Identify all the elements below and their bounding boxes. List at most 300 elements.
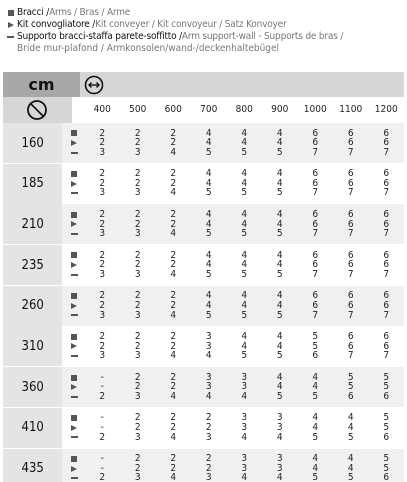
quantity-value: 6 <box>383 290 390 302</box>
quantity-value: 2 <box>205 462 212 474</box>
quantity-value: 6 <box>347 249 354 261</box>
quantity-value: 6 <box>347 340 354 352</box>
quantity-value: 5 <box>276 390 283 402</box>
quantity-value: 4 <box>170 187 177 199</box>
quantity-value: 4 <box>241 249 248 261</box>
row-symbols <box>62 164 84 204</box>
row-symbols <box>62 326 84 366</box>
quantity-value: 2 <box>99 177 106 189</box>
quantity-value: 6 <box>383 127 390 139</box>
row-symbols <box>62 123 84 163</box>
quantity-value: 4 <box>205 299 212 311</box>
quantity-value: 4 <box>276 331 283 343</box>
quantity-value: 5 <box>241 309 248 321</box>
quantity-value: 2 <box>99 340 106 352</box>
value-cell <box>120 245 156 285</box>
square-icon <box>71 291 77 301</box>
value-cell <box>120 408 156 448</box>
quantity-value: 5 <box>312 472 319 482</box>
table-row <box>3 449 404 482</box>
value-cell <box>227 245 263 285</box>
quantity-value: 3 <box>205 331 212 343</box>
quantity-value: 5 <box>383 381 390 393</box>
value-cell <box>369 245 405 285</box>
quantity-value: 4 <box>241 177 248 189</box>
quantity-value: 2 <box>99 331 106 343</box>
quantity-value: 6 <box>347 177 354 189</box>
value-cell <box>369 367 405 407</box>
row-values <box>85 164 405 204</box>
header-fill <box>108 72 404 97</box>
quantity-value: 3 <box>134 431 141 443</box>
square-icon <box>4 7 17 19</box>
quantity-value: 4 <box>347 422 354 434</box>
width-header: 700 <box>200 104 218 115</box>
quantity-value: 3 <box>134 146 141 158</box>
quantity-value: 2 <box>134 331 141 343</box>
quantity-value: 4 <box>276 249 283 261</box>
value-cell <box>262 164 298 204</box>
row-values <box>85 449 405 482</box>
quantity-value: 4 <box>276 299 283 311</box>
quantity-value: 4 <box>276 259 283 271</box>
value-cell <box>156 408 192 448</box>
quantity-value: 7 <box>312 228 319 240</box>
quantity-value: 6 <box>383 177 390 189</box>
quantity-value: 6 <box>383 208 390 220</box>
quantity-value: 6 <box>347 127 354 139</box>
width-header: 400 <box>93 104 111 115</box>
quantity-value: 6 <box>383 472 390 482</box>
quantity-value: 6 <box>383 168 390 180</box>
value-cell <box>298 123 334 163</box>
length-cell: 235 <box>3 245 62 285</box>
quantity-value: 5 <box>312 331 319 343</box>
length-cell: 185 <box>3 164 62 204</box>
quantity-value: 2 <box>170 218 177 230</box>
square-icon <box>71 129 77 139</box>
value-cell <box>333 449 369 482</box>
quantity-value: 4 <box>170 431 177 443</box>
dash-icon <box>71 270 78 280</box>
quantity-value: 3 <box>99 187 106 199</box>
width-header: 800 <box>235 104 253 115</box>
quantity-value: 2 <box>134 168 141 180</box>
value-cell <box>156 367 192 407</box>
quantity-value: 3 <box>241 453 248 465</box>
quantity-value: 5 <box>347 381 354 393</box>
width-header: 900 <box>271 104 289 115</box>
square-icon <box>71 169 77 179</box>
quantity-value: 6 <box>383 390 390 402</box>
row-symbols <box>62 367 84 407</box>
quantity-value: 7 <box>383 309 390 321</box>
table-row <box>3 286 404 326</box>
quantity-value: 5 <box>347 472 354 482</box>
value-cell <box>369 164 405 204</box>
value-cell <box>191 286 227 326</box>
square-icon <box>71 251 77 261</box>
quantity-value: 4 <box>276 177 283 189</box>
row-values <box>85 286 405 326</box>
quantity-value: 7 <box>347 309 354 321</box>
value-cell <box>262 367 298 407</box>
value-cell <box>369 449 405 482</box>
quantity-value: 6 <box>312 259 319 271</box>
quantity-value: 2 <box>134 453 141 465</box>
quantity-value: 6 <box>383 431 390 443</box>
legend-support-translations: Arm support-wall - Supports de bras / <box>181 31 344 42</box>
quantity-value: 4 <box>170 309 177 321</box>
quantity-value: 2 <box>170 340 177 352</box>
length-cell: 260 <box>3 286 62 326</box>
quantity-value: 4 <box>170 390 177 402</box>
triangle-icon <box>71 301 77 311</box>
quantity-value: 3 <box>205 431 212 443</box>
quantity-value: 4 <box>276 208 283 220</box>
quantity-value: 2 <box>99 290 106 302</box>
quantity-value: 4 <box>205 218 212 230</box>
quantity-value: 6 <box>347 331 354 343</box>
quantity-value: 7 <box>312 146 319 158</box>
value-cell <box>227 123 263 163</box>
quantity-value: 4 <box>205 137 212 149</box>
dash-icon <box>71 433 78 443</box>
square-icon <box>71 332 77 342</box>
quantity-value: 3 <box>134 187 141 199</box>
quantity-value: 2 <box>134 422 141 434</box>
table-row <box>3 204 404 244</box>
quantity-value: 4 <box>241 259 248 271</box>
row-symbols <box>62 449 84 482</box>
value-cell <box>369 123 405 163</box>
value-cell <box>333 367 369 407</box>
value-cell <box>333 408 369 448</box>
quantity-value: 4 <box>347 453 354 465</box>
quantity-value: 6 <box>312 127 319 139</box>
table-row <box>3 245 404 285</box>
quantity-value: 2 <box>205 422 212 434</box>
quantity-value: 7 <box>312 309 319 321</box>
legend-support-continuation: Bride mur-plafond / Armkonsolen/wand-/deckenhaltebügel <box>17 43 280 54</box>
quantity-value: 2 <box>170 290 177 302</box>
value-cell <box>191 408 227 448</box>
value-cell <box>156 245 192 285</box>
length-cell: 160 <box>3 123 62 163</box>
dash-icon <box>71 351 78 361</box>
quantity-value: - <box>100 422 104 434</box>
value-cell <box>227 449 263 482</box>
quantity-value: 4 <box>205 208 212 220</box>
quantity-value: 4 <box>205 350 212 362</box>
value-cell <box>262 204 298 244</box>
quantity-value: 3 <box>134 268 141 280</box>
dash-icon <box>71 311 78 321</box>
length-cell: 410 <box>3 408 62 448</box>
quantity-value: 4 <box>276 472 283 482</box>
value-cell <box>191 326 227 366</box>
quantity-value: 3 <box>276 462 283 474</box>
quantity-table <box>3 72 404 482</box>
quantity-value: 4 <box>276 381 283 393</box>
quantity-value: 7 <box>347 228 354 240</box>
quantity-value: 6 <box>312 208 319 220</box>
quantity-value: 6 <box>383 249 390 261</box>
quantity-value: 4 <box>312 462 319 474</box>
value-cell <box>85 326 121 366</box>
value-cell <box>369 408 405 448</box>
quantity-value: 4 <box>170 472 177 482</box>
value-cell <box>156 286 192 326</box>
triangle-icon <box>71 138 77 148</box>
value-cell <box>85 367 121 407</box>
quantity-value: 2 <box>134 177 141 189</box>
quantity-value: 2 <box>99 208 106 220</box>
length-cell: 210 <box>3 204 62 244</box>
legend-support-label: Supporto bracci-staffa parete-soffitto / <box>17 31 182 42</box>
quantity-value: 5 <box>383 453 390 465</box>
quantity-value: 6 <box>312 290 319 302</box>
quantity-value: 2 <box>170 127 177 139</box>
value-cell <box>262 123 298 163</box>
quantity-value: 4 <box>170 268 177 280</box>
quantity-value: - <box>100 453 104 465</box>
quantity-value: 4 <box>170 228 177 240</box>
table-row <box>3 164 404 204</box>
quantity-value: 4 <box>205 390 212 402</box>
quantity-value: 2 <box>170 259 177 271</box>
quantity-value: 6 <box>312 168 319 180</box>
quantity-value: - <box>100 462 104 474</box>
quantity-value: 2 <box>134 208 141 220</box>
quantity-value: 4 <box>312 412 319 424</box>
quantity-value: 4 <box>241 331 248 343</box>
quantity-value: 5 <box>312 340 319 352</box>
row-symbols <box>62 204 84 244</box>
quantity-value: 3 <box>241 381 248 393</box>
quantity-value: 2 <box>134 462 141 474</box>
value-cell <box>120 204 156 244</box>
table-header-widths <box>3 97 404 123</box>
legend-arms-label: Bracci / <box>17 7 50 18</box>
legend-kit-translations: Kit conveyer / Kit convoyeur / Satz Konvoyer <box>95 19 287 30</box>
width-header: 500 <box>129 104 147 115</box>
quantity-value: 2 <box>134 127 141 139</box>
quantity-value: 2 <box>99 127 106 139</box>
legend <box>4 7 343 55</box>
quantity-value: 2 <box>99 299 106 311</box>
value-cell <box>85 449 121 482</box>
quantity-value: - <box>100 381 104 393</box>
quantity-value: 2 <box>134 290 141 302</box>
quantity-value: 5 <box>347 431 354 443</box>
dash-icon <box>71 188 78 198</box>
value-cell <box>369 326 405 366</box>
square-icon <box>71 373 77 383</box>
quantity-value: 3 <box>134 472 141 482</box>
value-cell <box>262 408 298 448</box>
quantity-value: 4 <box>276 371 283 383</box>
quantity-value: 4 <box>241 137 248 149</box>
quantity-value: 4 <box>276 340 283 352</box>
dash-icon <box>4 31 17 43</box>
quantity-value: 2 <box>99 390 106 402</box>
value-cell <box>262 245 298 285</box>
quantity-value: 4 <box>347 462 354 474</box>
value-cell <box>227 204 263 244</box>
quantity-value: 5 <box>276 350 283 362</box>
quantity-value: 4 <box>276 137 283 149</box>
quantity-value: 4 <box>205 177 212 189</box>
quantity-value: 4 <box>241 218 248 230</box>
quantity-value: 7 <box>312 268 319 280</box>
quantity-value: 5 <box>383 412 390 424</box>
value-cell <box>191 449 227 482</box>
value-cell <box>85 123 121 163</box>
row-values <box>85 204 405 244</box>
quantity-value: 6 <box>312 137 319 149</box>
quantity-value: 6 <box>383 137 390 149</box>
quantity-value: 5 <box>276 268 283 280</box>
value-cell <box>85 245 121 285</box>
quantity-value: 5 <box>205 146 212 158</box>
quantity-value: - <box>100 412 104 424</box>
quantity-value: 2 <box>205 453 212 465</box>
value-cell <box>369 204 405 244</box>
value-cell <box>227 408 263 448</box>
table-row <box>3 326 404 366</box>
triangle-icon <box>71 260 77 270</box>
value-cell <box>227 164 263 204</box>
value-cell <box>191 367 227 407</box>
table-body <box>3 123 404 482</box>
value-cell <box>191 164 227 204</box>
quantity-value: 2 <box>134 137 141 149</box>
quantity-value: 4 <box>276 127 283 139</box>
quantity-value: 4 <box>276 218 283 230</box>
quantity-value: 2 <box>134 249 141 261</box>
quantity-value: 5 <box>276 228 283 240</box>
value-cell <box>120 123 156 163</box>
quantity-value: 2 <box>170 412 177 424</box>
quantity-value: 4 <box>312 453 319 465</box>
quantity-value: 5 <box>276 146 283 158</box>
value-cell <box>262 286 298 326</box>
quantity-value: 4 <box>241 431 248 443</box>
quantity-value: 2 <box>170 249 177 261</box>
value-cell <box>120 164 156 204</box>
quantity-value: 4 <box>205 168 212 180</box>
value-cell <box>298 449 334 482</box>
quantity-value: 6 <box>347 168 354 180</box>
quantity-value: 2 <box>99 431 106 443</box>
quantity-value: 2 <box>134 299 141 311</box>
diameter-icon <box>3 97 72 123</box>
value-cell <box>227 326 263 366</box>
quantity-value: 4 <box>170 146 177 158</box>
row-values <box>85 326 405 366</box>
quantity-value: 2 <box>99 249 106 261</box>
quantity-value: 6 <box>383 331 390 343</box>
square-icon <box>71 454 77 464</box>
quantity-value: 4 <box>312 422 319 434</box>
quantity-value: 4 <box>170 350 177 362</box>
quantity-value: 2 <box>99 259 106 271</box>
value-cell <box>156 123 192 163</box>
quantity-value: 3 <box>99 146 106 158</box>
quantity-value: 5 <box>383 422 390 434</box>
value-cell <box>120 286 156 326</box>
quantity-value: 3 <box>205 371 212 383</box>
quantity-value: 2 <box>205 412 212 424</box>
quantity-value: 4 <box>276 290 283 302</box>
quantity-value: 2 <box>170 168 177 180</box>
value-cell <box>156 449 192 482</box>
width-header: 1200 <box>374 104 398 115</box>
value-cell <box>85 286 121 326</box>
quantity-value: 2 <box>170 371 177 383</box>
value-cell <box>333 326 369 366</box>
quantity-value: 4 <box>241 299 248 311</box>
value-cell <box>333 123 369 163</box>
row-values <box>85 367 405 407</box>
quantity-value: 6 <box>347 259 354 271</box>
quantity-value: 4 <box>276 168 283 180</box>
quantity-value: 3 <box>134 309 141 321</box>
quantity-value: 7 <box>312 187 319 199</box>
value-cell <box>298 326 334 366</box>
dash-icon <box>71 473 78 482</box>
legend-kit-label: Kit convogliatore / <box>17 19 96 30</box>
quantity-value: 2 <box>99 218 106 230</box>
quantity-value: 3 <box>134 228 141 240</box>
value-cell <box>333 204 369 244</box>
quantity-value: 3 <box>241 371 248 383</box>
quantity-value: 4 <box>241 390 248 402</box>
value-cell <box>191 123 227 163</box>
quantity-value: 5 <box>205 187 212 199</box>
length-cell: 435 <box>3 449 62 482</box>
row-symbols <box>62 408 84 448</box>
quantity-value: 4 <box>205 249 212 261</box>
quantity-value: 5 <box>205 228 212 240</box>
value-cell <box>298 204 334 244</box>
quantity-value: 3 <box>99 309 106 321</box>
quantity-value: 7 <box>383 228 390 240</box>
quantity-value: 6 <box>347 299 354 311</box>
quantity-value: 4 <box>241 208 248 220</box>
quantity-value: 2 <box>170 462 177 474</box>
quantity-value: 2 <box>134 381 141 393</box>
dash-icon <box>71 148 78 158</box>
quantity-value: 7 <box>383 268 390 280</box>
quantity-value: 5 <box>241 268 248 280</box>
quantity-value: 3 <box>134 390 141 402</box>
quantity-value: 5 <box>312 431 319 443</box>
quantity-value: 2 <box>134 412 141 424</box>
quantity-value: 7 <box>347 187 354 199</box>
value-cell <box>369 286 405 326</box>
quantity-value: 5 <box>347 371 354 383</box>
quantity-value: 5 <box>241 187 248 199</box>
quantity-value: 3 <box>276 422 283 434</box>
table-header-units <box>3 72 404 97</box>
unit-label: cm <box>3 72 80 97</box>
quantity-value: 7 <box>383 146 390 158</box>
quantity-value: 6 <box>312 218 319 230</box>
value-cell <box>156 204 192 244</box>
quantity-value: 4 <box>241 340 248 352</box>
